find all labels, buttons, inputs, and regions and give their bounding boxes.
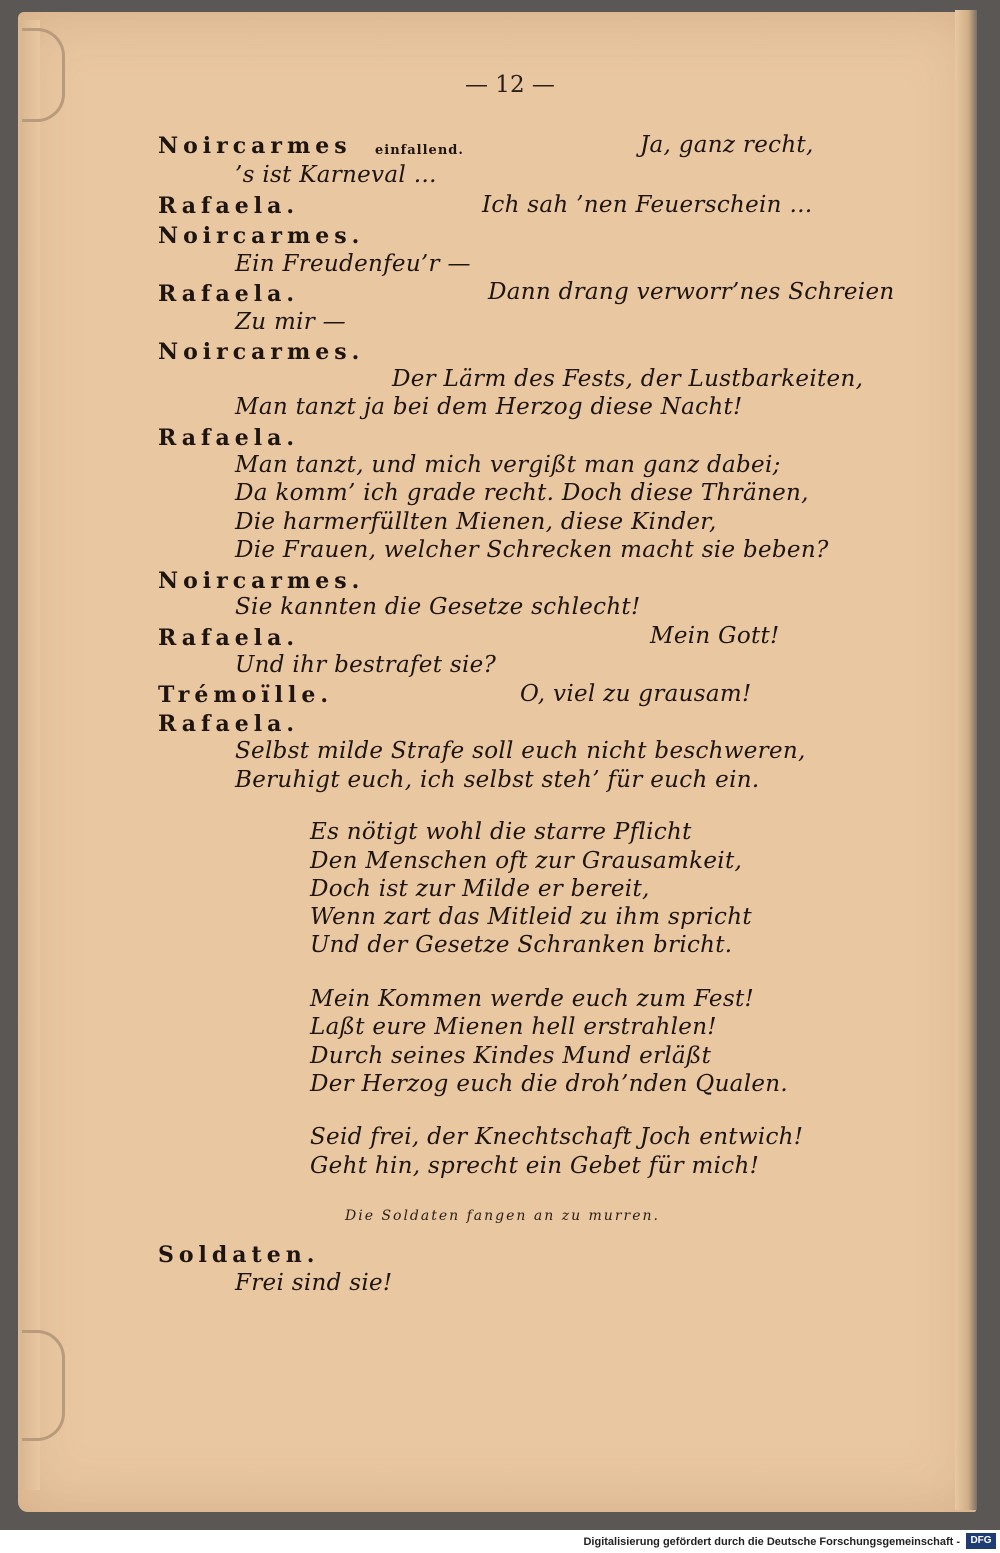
speaker-name: Rafaela. xyxy=(158,425,300,451)
verse-line: Der Lärm des Fests, der Lustbarkeiten, xyxy=(392,366,864,392)
verse-line: Ja, ganz recht, xyxy=(640,132,814,158)
stanza-line: Es nötigt wohl die starre Pflicht xyxy=(310,819,692,845)
verse-line: ’s ist Karneval … xyxy=(235,162,437,188)
stanza-line: Doch ist zur Milde er bereit, xyxy=(310,876,650,902)
verse-line: Mein Gott! xyxy=(650,623,780,649)
stanza-line: Durch seines Kindes Mund erläßt xyxy=(310,1043,712,1069)
speaker-name: Rafaela. xyxy=(158,281,300,307)
speaker-name: Noircarmes. xyxy=(158,568,365,594)
speaker-name: Noircarmes xyxy=(158,133,352,159)
funding-notice: Digitalisierung gefördert durch die Deutsche Forschungsgemeinschaft - xyxy=(583,1536,960,1548)
speaker-name: Noircarmes. xyxy=(158,223,365,249)
stage-direction-inline: einfallend. xyxy=(375,143,464,158)
verse-line: Zu mir — xyxy=(235,309,346,335)
stanza-line: Seid frei, der Knechtschaft Joch entwich! xyxy=(310,1124,804,1150)
verse-line: Und ihr bestrafet sie? xyxy=(235,652,497,678)
stanza-line: Den Menschen oft zur Grausamkeit, xyxy=(310,848,743,874)
speaker-name: Noircarmes. xyxy=(158,339,365,365)
stanza-line: Wenn zart das Mitleid zu ihm spricht xyxy=(310,904,752,930)
verse-line: Frei sind sie! xyxy=(235,1270,393,1296)
stanza-line: Mein Kommen werde euch zum Fest! xyxy=(310,986,755,1012)
speaker-name: Rafaela. xyxy=(158,625,300,651)
stanza-line: Laßt eure Mienen hell erstrahlen! xyxy=(310,1014,717,1040)
verse-line: Die harmerfüllten Mienen, diese Kinder, xyxy=(235,509,717,535)
page-edge-right xyxy=(955,10,977,1510)
verse-line: Sie kannten die Gesetze schlecht! xyxy=(235,594,641,620)
verse-line: Man tanzt, und mich vergißt man ganz dabei; xyxy=(235,452,781,478)
binding-clip-bottom xyxy=(22,1330,65,1441)
verse-line: O, viel zu grausam! xyxy=(520,681,752,707)
stanza-line: Und der Gesetze Schranken bricht. xyxy=(310,932,733,958)
verse-line: Man tanzt ja bei dem Herzog diese Nacht! xyxy=(235,394,743,420)
page-number: — 12 — xyxy=(465,72,555,98)
binding-clip-top xyxy=(22,28,65,122)
verse-line: Ein Freudenfeu’r — xyxy=(235,251,471,277)
verse-line: Da komm’ ich grade recht. Doch diese Thränen, xyxy=(235,480,809,506)
dfg-logo: DFG xyxy=(966,1533,996,1549)
verse-line: Ich sah ’nen Feuerschein … xyxy=(482,192,813,218)
verse-line: Die Frauen, welcher Schrecken macht sie beben? xyxy=(235,537,829,563)
verse-line: Selbst milde Strafe soll euch nicht beschweren, xyxy=(235,738,806,764)
page-edge-left xyxy=(20,20,40,1490)
stage-direction: Die Soldaten fangen an zu murren. xyxy=(345,1208,660,1224)
verse-line: Dann drang verworr’nes Schreien xyxy=(488,279,895,305)
stanza-line: Geht hin, sprecht ein Gebet für mich! xyxy=(310,1153,760,1179)
stanza-line: Der Herzog euch die droh’nden Qualen. xyxy=(310,1071,788,1097)
speaker-name: Rafaela. xyxy=(158,711,300,737)
verse-line: Beruhigt euch, ich selbst steh’ für euch ein. xyxy=(235,767,760,793)
speaker-name: Rafaela. xyxy=(158,193,300,219)
speaker-name: Soldaten. xyxy=(158,1242,320,1268)
speaker-name: Trémoïlle. xyxy=(158,682,334,708)
